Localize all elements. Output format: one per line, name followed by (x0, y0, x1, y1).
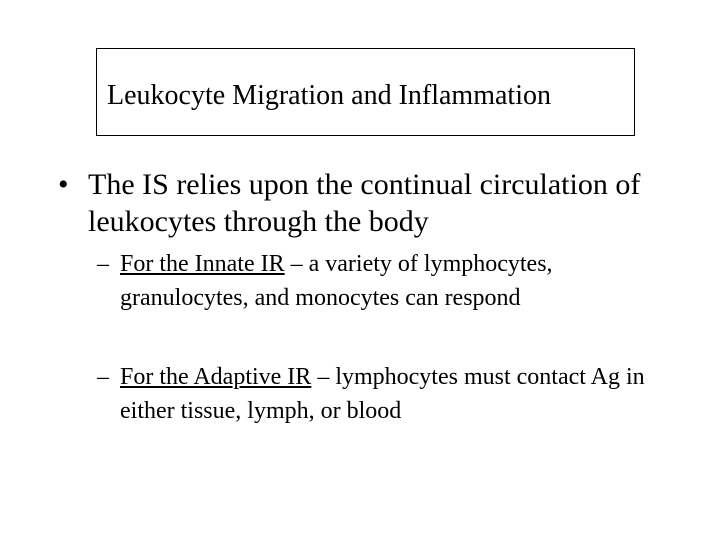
slide-title: Leukocyte Migration and Inflammation (107, 80, 551, 111)
bullet-marker: • (58, 168, 69, 201)
sub-bullet-marker: – (97, 364, 109, 390)
main-bullet-text: The IS relies upon the continual circulation of leukocytes through the body (88, 168, 641, 238)
sub-bullet-text (120, 360, 680, 428)
main-bullet-row (58, 166, 688, 240)
sub-bullet-rest: – lymphocytes must contact Ag in either tissue, lymph, or blood (120, 364, 645, 424)
slide-title-box (96, 48, 635, 136)
sub-bullet-adaptive (97, 360, 680, 428)
sub-bullet-text (120, 247, 680, 315)
sub-bullet-innate (97, 247, 680, 315)
sub-bullet-rest: – a variety of lymphocytes, granulocytes, and monocytes can respond (120, 251, 553, 311)
sub-bullet-underlined-label: For the Innate IR (120, 251, 285, 277)
sub-bullet-underlined-label: For the Adaptive IR (120, 364, 312, 390)
sub-bullet-marker: – (97, 251, 109, 277)
main-bullet (58, 166, 688, 240)
